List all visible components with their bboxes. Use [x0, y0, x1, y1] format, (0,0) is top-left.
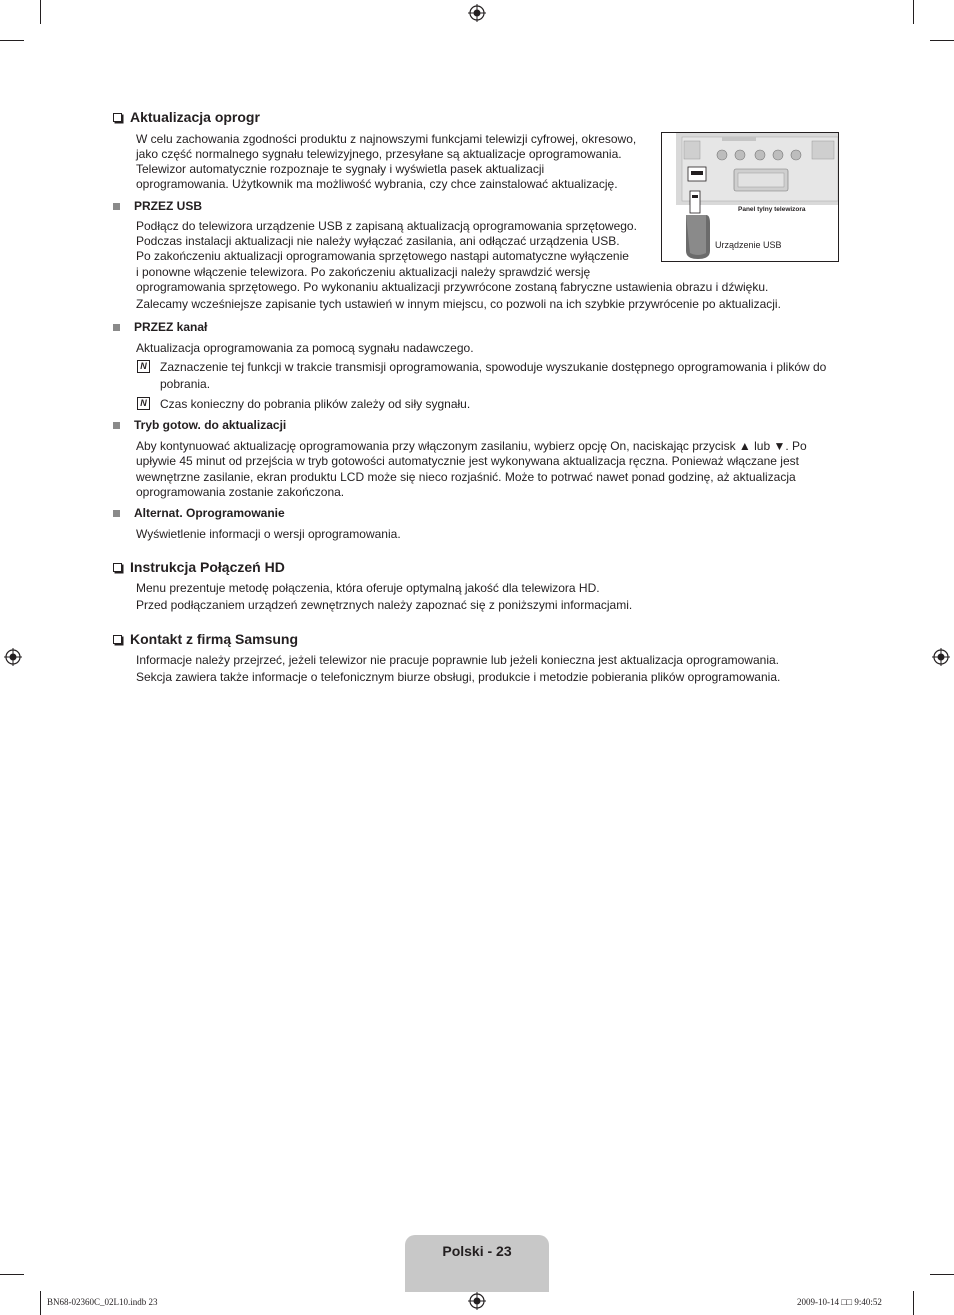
standby-line: upływie 45 minut od przejścia w tryb gotowości automatycznie jest wykonywana aktualizacja ręczna. Ponieważ włączane jest: [136, 454, 799, 468]
subsection-alt: [113, 506, 285, 520]
heading-text: Aktualizacja oprogr: [130, 109, 260, 125]
print-slug-left: BN68-02360C_02L10.indb 23: [47, 1297, 158, 1307]
usb-line: Podłącz do telewizora urządzenie USB z zapisaną aktualizacją oprogramowania sprzętowego.: [136, 219, 637, 233]
registration-mark-icon: [932, 648, 950, 666]
channel-text: Aktualizacja oprogramowania za pomocą sygnału nadawczego.: [136, 341, 474, 355]
square-bullet-icon: [113, 324, 120, 331]
subsection-standby: [113, 418, 286, 432]
registration-mark-icon: [468, 4, 486, 22]
samsung-line: Sekcja zawiera także informacje o telefonicznym biurze obsługi, produkcie i metodzie pobierania plików oprogramowania.: [136, 670, 781, 684]
usb-line: oprogramowania sprzętowego. Po wykonaniu aktualizacji przywrócone zostaną fabryczne ustawienia obrazu i dźwięku.: [136, 280, 769, 294]
subsection-title: PRZEZ kanał: [134, 320, 208, 334]
square-bullet-icon: [113, 510, 120, 517]
checkbox-bullet-icon: [113, 113, 122, 122]
standby-line: wewnętrzne zasilanie, ekran produktu LCD może się nieco rozjaśnić. Może to potrwać nawet ponad godzinę, aż aktualizacja: [136, 470, 796, 484]
note-line: Zaznaczenie tej funkcji w trakcie transmisji oprogramowania, spowoduje wyszukanie dostępnego oprogramowania i plików do: [160, 360, 827, 374]
update-intro-line: jako część normalnego sygnału telewizyjnego, przesyłane są aktualizacje oprogramowania.: [136, 147, 622, 161]
subsection-channel: [113, 320, 207, 334]
crop-mark: [930, 40, 954, 41]
standby-line: oprogramowania zostanie zakończona.: [136, 485, 345, 499]
note-icon: N: [137, 360, 150, 373]
heading-text: Instrukcja Połączeń HD: [130, 559, 285, 575]
samsung-line: Informacje należy przejrzeć, jeżeli telewizor nie pracuje poprawnie lub jeżeli konieczna jest aktualizacja oprogramowania.: [136, 653, 779, 667]
page-number-tab: [405, 1235, 549, 1292]
panel-caption: Panel tylny telewizora: [738, 206, 806, 213]
crop-mark: [0, 40, 24, 41]
update-intro-line: Telewizor automatycznie rozpoznaje te sygnały i wyświetla pasek aktualizacji: [136, 162, 545, 176]
print-slug-right: 2009-10-14 □□ 9:40:52: [797, 1297, 882, 1307]
page-label: Polski - 23: [442, 1243, 512, 1259]
heading-text: Kontakt z firmą Samsung: [130, 631, 299, 647]
subsection-title: Tryb gotow. do aktualizacji: [134, 418, 287, 432]
usb-line: Zalecamy wcześniejsze zapisanie tych ustawień w innym miejscu, co pozwoli na ich szybkie przywrócenie po aktualizacji.: [136, 297, 781, 311]
subsection-title: Alternat. Oprogramowanie: [134, 506, 285, 520]
usb-line: Po zakończeniu aktualizacji oprogramowania sprzętowego nastąpi automatyczne wyłączenie: [136, 249, 629, 263]
usb-line: i ponowne włączenie telewizora. Po zakończeniu aktualizacji należy sprawdzić wersję: [136, 265, 591, 279]
hd-line: Przed podłączaniem urządzeń zewnętrznych należy zapoznać się z poniższymi informacjami.: [136, 598, 633, 612]
update-intro-line: W celu zachowania zgodności produktu z najnowszymi funkcjami telewizji cyfrowej, okresowo,: [136, 132, 637, 146]
section-heading-samsung: [113, 631, 298, 647]
usb-line: Podczas instalacji aktualizacji nie należy wyłączać zasilania, ani odłączać urządzenia USB.: [136, 234, 620, 248]
note-line: Czas konieczny do pobrania plików zależy od siły sygnału.: [160, 397, 471, 411]
registration-mark-icon: [4, 648, 22, 666]
crop-mark: [40, 0, 41, 24]
square-bullet-icon: [113, 422, 120, 429]
subsection-usb: [113, 199, 202, 213]
note-icon: N: [137, 397, 150, 410]
checkbox-bullet-icon: [113, 563, 122, 572]
crop-mark: [930, 1274, 954, 1275]
checkbox-bullet-icon: [113, 635, 122, 644]
section-heading-hd: [113, 559, 285, 575]
usb-device-caption: Urządzenie USB: [715, 240, 782, 250]
registration-mark-icon: [468, 1292, 486, 1310]
subsection-title: PRZEZ USB: [134, 199, 203, 213]
hd-line: Menu prezentuje metodę połączenia, która oferuje optymalną jakość dla telewizora HD.: [136, 581, 600, 595]
note-line: pobrania.: [160, 377, 211, 391]
section-heading-update: [113, 109, 260, 125]
crop-mark: [913, 0, 914, 24]
crop-mark: [40, 1291, 41, 1315]
update-intro-line: oprogramowania. Użytkownik ma możliwość wybrania, czy chce zainstalować aktualizację.: [136, 177, 618, 191]
alt-text: Wyświetlenie informacji o wersji oprogramowania.: [136, 527, 401, 541]
usb-connection-figure: [661, 132, 839, 262]
standby-line: Aby kontynuować aktualizację oprogramowania przy włączonym zasilaniu, wybierz opcję On, naciskając przycisk ▲ lub ▼. Po: [136, 439, 807, 453]
crop-mark: [0, 1274, 24, 1275]
crop-mark: [913, 1291, 914, 1315]
square-bullet-icon: [113, 203, 120, 210]
